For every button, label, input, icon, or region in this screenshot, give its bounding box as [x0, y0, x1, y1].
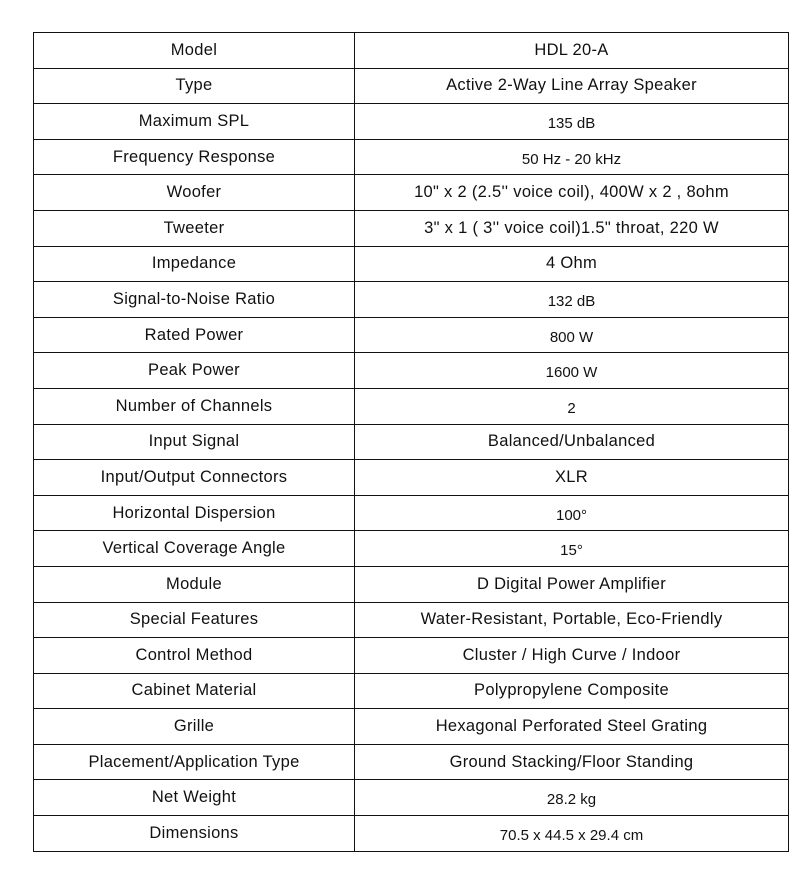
- spec-label: Control Method: [34, 638, 355, 674]
- speaker-spec-table: [33, 32, 789, 852]
- spec-value: 28.2 kg: [546, 791, 597, 809]
- spec-row-placement-application-type: [34, 744, 789, 780]
- spec-value: 1600 W: [545, 364, 598, 382]
- spec-row-type: [34, 68, 789, 104]
- spec-value-cell: [355, 638, 789, 674]
- spec-value-cell: [355, 33, 789, 69]
- spec-value: Polypropylene Composite: [474, 681, 669, 700]
- spec-value: 4 Ohm: [545, 254, 598, 273]
- spec-value-cell: [355, 816, 789, 852]
- spec-label: Special Features: [34, 602, 355, 638]
- spec-value-cell: [355, 744, 789, 780]
- spec-row-control-method: [34, 638, 789, 674]
- spec-value-cell: [355, 317, 789, 353]
- spec-label: Signal-to-Noise Ratio: [34, 282, 355, 318]
- spec-label: Impedance: [34, 246, 355, 282]
- spec-value: 70.5 x 44.5 x 29.4 cm: [499, 826, 644, 844]
- spec-value: Water-Resistant, Portable, Eco-Friendly: [420, 610, 723, 629]
- spec-row-tweeter: [34, 210, 789, 246]
- spec-row-number-of-channels: [34, 388, 789, 424]
- spec-value-cell: [355, 175, 789, 211]
- spec-row-impedance: [34, 246, 789, 282]
- spec-value: 132 dB: [547, 292, 596, 310]
- spec-label: Frequency Response: [34, 139, 355, 175]
- spec-value: Ground Stacking/Floor Standing: [449, 752, 694, 771]
- spec-value-cell: [355, 210, 789, 246]
- spec-table-body: [34, 33, 789, 852]
- spec-label: Peak Power: [34, 353, 355, 389]
- spec-row-vertical-coverage-angle: [34, 531, 789, 567]
- spec-value-cell: [355, 780, 789, 816]
- spec-value: Hexagonal Perforated Steel Grating: [435, 717, 708, 736]
- speaker-spec-sheet: [33, 32, 789, 852]
- spec-label: Rated Power: [34, 317, 355, 353]
- spec-value-cell: [355, 460, 789, 496]
- spec-value-cell: [355, 495, 789, 531]
- spec-row-module: [34, 566, 789, 602]
- spec-value: XLR: [555, 467, 588, 486]
- spec-label: Type: [34, 68, 355, 104]
- spec-value: D Digital Power Amplifier: [476, 574, 667, 593]
- spec-value: 50 Hz - 20 kHz: [521, 150, 622, 168]
- spec-value-cell: [355, 246, 789, 282]
- spec-label: Net Weight: [34, 780, 355, 816]
- spec-row-woofer: [34, 175, 789, 211]
- spec-value-cell: [355, 709, 789, 745]
- spec-label: Horizontal Dispersion: [34, 495, 355, 531]
- spec-value-cell: [355, 68, 789, 104]
- spec-label: Vertical Coverage Angle: [34, 531, 355, 567]
- spec-value-cell: [355, 673, 789, 709]
- spec-label: Grille: [34, 709, 355, 745]
- spec-row-input-signal: [34, 424, 789, 460]
- spec-value-cell: [355, 602, 789, 638]
- spec-row-maximum-spl: [34, 104, 789, 140]
- spec-row-rated-power: [34, 317, 789, 353]
- spec-row-peak-power: [34, 353, 789, 389]
- spec-value: 15°: [560, 542, 583, 560]
- spec-label: Model: [34, 33, 355, 69]
- spec-row-horizontal-dispersion: [34, 495, 789, 531]
- spec-row-model: [34, 33, 789, 69]
- spec-value: HDL 20-A: [534, 40, 609, 59]
- spec-value: Cluster / High Curve / Indoor: [462, 645, 681, 664]
- spec-value-cell: [355, 139, 789, 175]
- spec-value-cell: [355, 104, 789, 140]
- spec-row-special-features: [34, 602, 789, 638]
- spec-value: 3" x 1 ( 3'' voice coil)1.5" throat, 220 W: [424, 218, 719, 237]
- spec-value: 10" x 2 (2.5'' voice coil), 400W x 2 , 8ohm: [414, 183, 729, 202]
- spec-label: Module: [34, 566, 355, 602]
- spec-label: Input Signal: [34, 424, 355, 460]
- spec-value-cell: [355, 424, 789, 460]
- spec-label: Dimensions: [34, 816, 355, 852]
- spec-value-cell: [355, 531, 789, 567]
- spec-value: 100°: [555, 506, 588, 524]
- spec-row-net-weight: [34, 780, 789, 816]
- spec-label: Tweeter: [34, 210, 355, 246]
- spec-value: Active 2-Way Line Array Speaker: [446, 76, 697, 95]
- spec-label: Maximum SPL: [34, 104, 355, 140]
- spec-row-input-output-connectors: [34, 460, 789, 496]
- spec-label: Number of Channels: [34, 388, 355, 424]
- spec-value-cell: [355, 353, 789, 389]
- spec-row-frequency-response: [34, 139, 789, 175]
- spec-row-grille: [34, 709, 789, 745]
- spec-value: 135 dB: [547, 114, 596, 132]
- spec-row-cabinet-material: [34, 673, 789, 709]
- spec-label: Input/Output Connectors: [34, 460, 355, 496]
- spec-label: Placement/Application Type: [34, 744, 355, 780]
- spec-label: Cabinet Material: [34, 673, 355, 709]
- spec-value: Balanced/Unbalanced: [487, 432, 656, 451]
- spec-row-dimensions: [34, 816, 789, 852]
- spec-value-cell: [355, 566, 789, 602]
- spec-row-signal-to-noise-ratio: [34, 282, 789, 318]
- spec-value: 2: [567, 399, 576, 417]
- spec-value: 800 W: [549, 328, 594, 346]
- spec-label: Woofer: [34, 175, 355, 211]
- spec-value-cell: [355, 282, 789, 318]
- spec-value-cell: [355, 388, 789, 424]
